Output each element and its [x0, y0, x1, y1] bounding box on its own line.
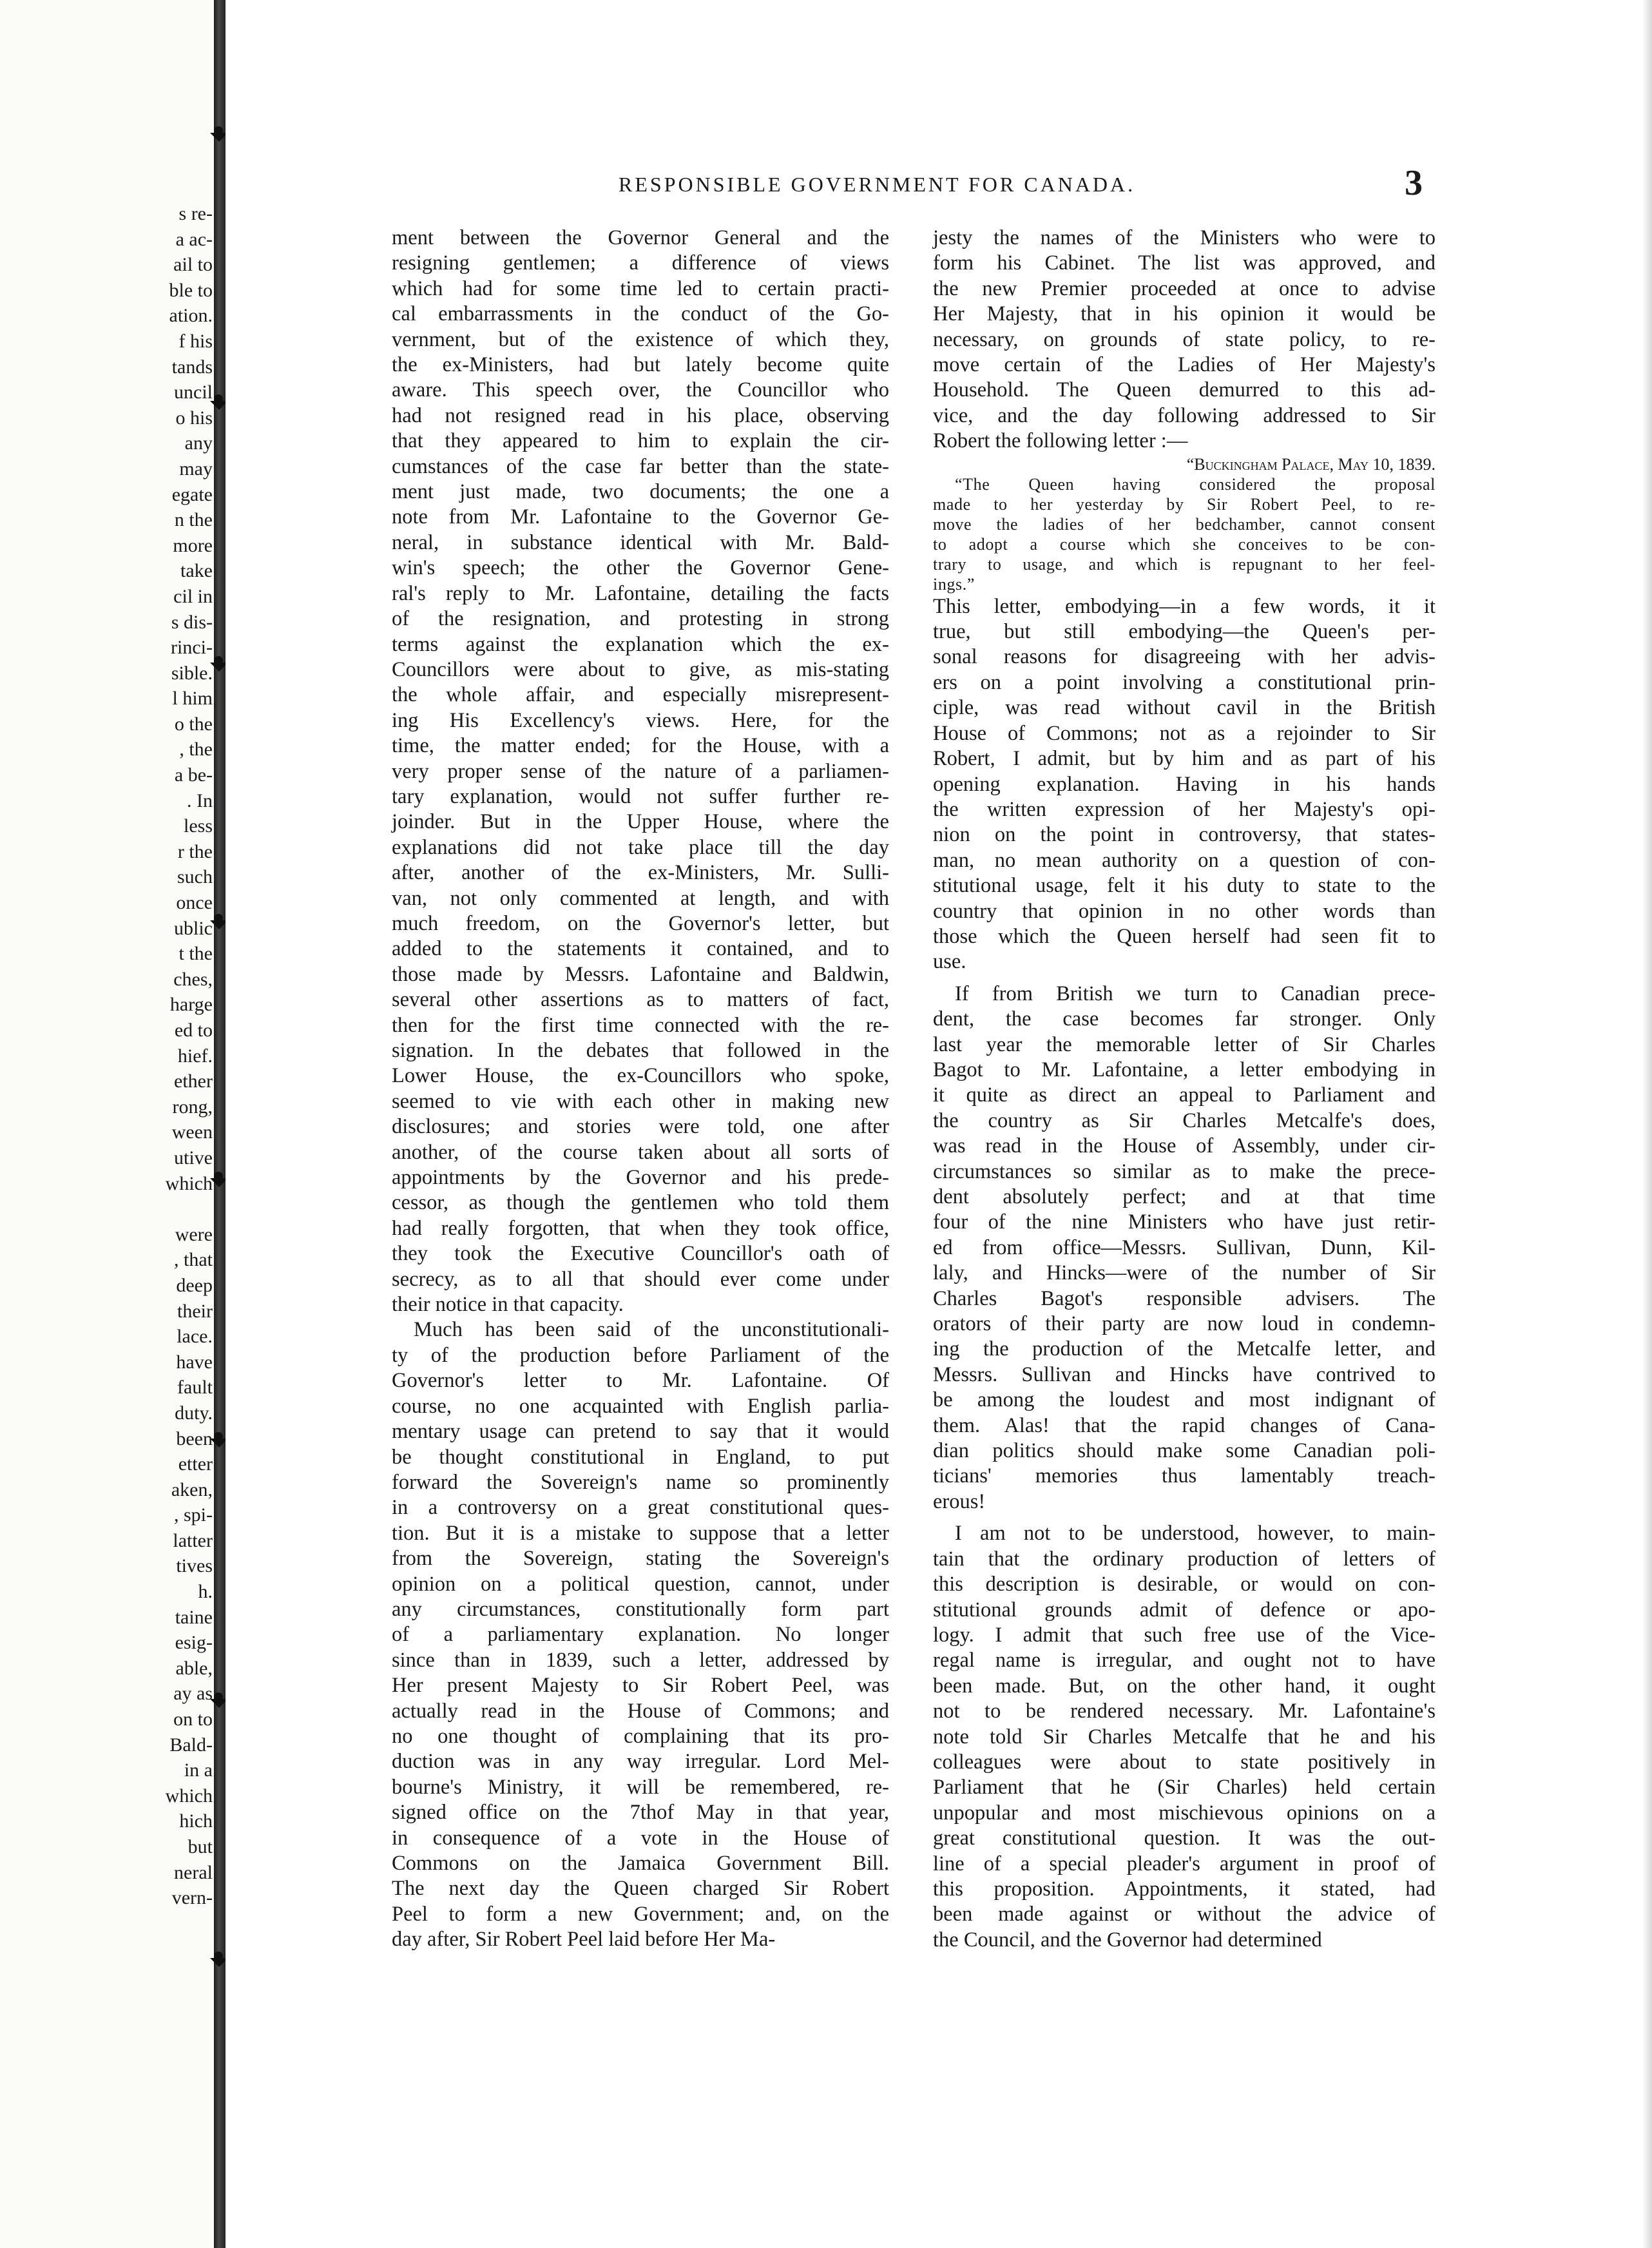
text-line: trary to usage, and which is repugnant to her feel-	[933, 554, 1436, 574]
fragment-line: r the	[177, 840, 213, 862]
quoted-letter	[933, 454, 1436, 594]
text-line: of a parliamentary explanation. No longer	[392, 1623, 889, 1647]
text-line: sonal reasons for disagreeing with her advis-	[933, 645, 1436, 669]
fragment-line: n the	[174, 509, 213, 531]
text-line: which had for some time led to certain practi-	[392, 276, 889, 300]
fragment-line: but	[187, 1836, 213, 1857]
text-line: circumstances so similar as to make the prece-	[933, 1159, 1436, 1183]
text-line: cal embarrassments in the conduct of the Go-	[392, 302, 889, 326]
text-line: duction was in any way irregular. Lord Mel-	[392, 1750, 889, 1774]
text-line: cumstances of the case far better than the state-	[392, 454, 889, 478]
fragment-line: hief.	[177, 1045, 213, 1067]
fragment-line: less	[184, 815, 213, 837]
fragment-line: more	[173, 534, 213, 556]
text-line: Robert the following letter :—	[933, 429, 1188, 453]
text-line: ral's reply to Mr. Lafontaine, detailing the facts	[392, 581, 889, 605]
fragment-line: etter	[178, 1453, 213, 1475]
text-line: win's speech; the other the Governor Gene-	[392, 556, 889, 580]
previous-page-text-fragments	[166, 201, 213, 1911]
text-line: Charles Bagot's responsible advisers. The	[933, 1286, 1436, 1310]
text-line: vice, and the day following addressed to Sir	[933, 403, 1436, 427]
text-line: in a controversy on a great constitutional ques-	[392, 1496, 889, 1520]
text-line: any circumstances, constitutionally form part	[392, 1597, 889, 1621]
text-line: Parliament that he (Sir Charles) held certain	[933, 1776, 1436, 1799]
text-line: been made. But, on the other hand, it ought	[933, 1674, 1436, 1698]
text-line: was read in the House of Assembly, under cir-	[933, 1134, 1436, 1158]
text-line: tain that the ordinary production of letters of	[933, 1547, 1436, 1571]
text-line: signation. In the debates that followed in the	[392, 1039, 889, 1062]
fragment-line: able,	[175, 1657, 213, 1679]
text-line: orators of their party are now loud in condemn-	[933, 1312, 1436, 1336]
fragment-line: tands	[171, 356, 213, 378]
text-line: great constitutional question. It was the out-	[933, 1826, 1436, 1850]
text-line: not to be rendered necessary. Mr. Lafontaine's	[933, 1700, 1436, 1723]
text-line: tion. But it is a mistake to suppose that a letter	[392, 1521, 889, 1545]
text-line: Peel to form a new Government; and, on the	[392, 1902, 889, 1926]
text-line: House of Commons; not as a rejoinder to Sir	[933, 721, 1436, 745]
paragraph	[933, 594, 1436, 975]
text-line: their notice in that capacity.	[392, 1293, 624, 1317]
fragment-line: vern-	[171, 1887, 213, 1909]
text-line: those which the Queen herself had seen fit to	[933, 924, 1436, 948]
text-line: line of a special pleader's argument in proof of	[933, 1852, 1436, 1875]
fragment-line: ween	[171, 1121, 213, 1143]
fragment-line: s dis-	[171, 611, 213, 633]
text-line: opinion on a political question, cannot, under	[392, 1572, 889, 1596]
fragment-line: o his	[175, 407, 213, 429]
text-line: Bagot to Mr. Lafontaine, a letter embodying in	[933, 1058, 1436, 1081]
fragment-line: taine	[175, 1606, 213, 1628]
fragment-line: sible.	[171, 662, 213, 684]
text-line: regal name is irregular, and ought not to have	[933, 1649, 1436, 1672]
text-line: stitutional usage, felt it his duty to state to the	[933, 874, 1436, 898]
text-line: dent, the case becomes far stronger. Only	[933, 1007, 1436, 1031]
fragment-line: l him	[172, 688, 213, 710]
text-line: note told Sir Charles Metcalfe that he and his	[933, 1725, 1436, 1749]
text-line: mentary usage can pretend to say that it would	[392, 1420, 889, 1444]
fragment-line: latter	[173, 1529, 213, 1551]
text-line: cessor, as though the gentlemen who told them	[392, 1191, 889, 1215]
fragment-line: neral	[174, 1861, 213, 1883]
fragment-line: ay as	[173, 1683, 213, 1705]
previous-page-strip	[0, 0, 222, 2248]
text-line: the whole affair, and especially misrepresent-	[392, 683, 889, 707]
text-line: the Council, and the Governor had determined	[933, 1928, 1322, 1952]
text-line: explanations did not take place till the day	[392, 835, 889, 859]
fragment-line: . In	[187, 790, 213, 811]
fragment-line: on to	[173, 1709, 213, 1730]
text-line: ment just made, two documents; the one a	[392, 480, 889, 504]
text-line: they took the Executive Councillor's oath of	[392, 1242, 889, 1266]
paragraph	[933, 982, 1436, 1515]
text-line: country that opinion in no other words than	[933, 899, 1436, 923]
text-line: nion on the point in controversy, that states-	[933, 823, 1436, 847]
text-line: terms against the explanation which the ex-	[392, 632, 889, 656]
fragment-line: tives	[176, 1555, 213, 1577]
text-line: from the Sovereign, stating the Sovereign's	[392, 1547, 889, 1571]
fragment-line: have	[176, 1351, 213, 1373]
text-line: the country as Sir Charles Metcalfe's does,	[933, 1109, 1436, 1132]
text-line: since than in 1839, such a letter, addressed by	[392, 1648, 889, 1672]
running-title: RESPONSIBLE GOVERNMENT FOR CANADA.	[619, 173, 1136, 196]
page-edge-shadow	[1642, 0, 1652, 2248]
text-line: Messrs. Sullivan and Hincks have contrived to	[933, 1362, 1436, 1386]
text-line: “The Queen having considered the proposal	[955, 474, 1436, 494]
fragment-line: ublic	[174, 917, 213, 939]
fragment-line: which	[165, 1172, 213, 1194]
fragment-line: such	[177, 866, 213, 888]
fragment-line: uncil	[174, 382, 213, 403]
text-line: ing His Excellency's views. Here, for the	[392, 708, 889, 732]
paragraph	[933, 226, 1436, 454]
text-column-right	[933, 226, 1436, 1953]
fragment-line: their	[177, 1300, 213, 1322]
text-line: Lower House, the ex-Councillors who spoke,	[392, 1064, 889, 1088]
text-line: course, no one acquainted with English parlia-	[392, 1394, 889, 1418]
text-line: Governor's letter to Mr. Lafontaine. Of	[392, 1369, 889, 1393]
text-line: true, but still embodying—the Queen's per-	[933, 620, 1436, 644]
text-line: laly, and Hincks—were of the number of Sir	[933, 1261, 1436, 1285]
text-line: forward the Sovereign's name so prominently	[392, 1470, 889, 1494]
fragment-line: deep	[176, 1274, 213, 1296]
paragraph	[392, 226, 889, 1317]
text-line: this description is desirable, or would on con-	[933, 1573, 1436, 1596]
text-line: that they appeared to him to explain the cir-	[392, 429, 889, 453]
text-line: erous!	[933, 1489, 986, 1513]
text-line: be among the loudest and most indignant of	[933, 1388, 1436, 1412]
text-line: Her Majesty, that in his opinion it would be	[933, 302, 1436, 326]
text-line: logy. I admit that such free use of the Vice-	[933, 1623, 1436, 1647]
fragment-line: duty.	[175, 1402, 213, 1424]
fragment-line: s re-	[178, 203, 213, 224]
text-line: signed office on the 7thof May in that year,	[392, 1801, 889, 1825]
fragment-line: ation.	[169, 305, 213, 327]
text-line: added to the statements it contained, and to	[392, 937, 889, 961]
fragment-line: any	[184, 432, 213, 454]
fragment-line: may	[179, 458, 213, 480]
fragment-line: o the	[174, 713, 213, 735]
text-line: much freedom, on the Governor's letter, but	[392, 911, 889, 935]
text-line: had not resigned read in his place, observing	[392, 403, 889, 427]
fragment-line: ches,	[173, 968, 213, 990]
fragment-line: , spi-	[174, 1504, 213, 1526]
text-line: move certain of the Ladies of Her Majesty's	[933, 353, 1436, 377]
text-line: actually read in the House of Commons; and	[392, 1699, 889, 1723]
text-line: time, the matter ended; for the House, with a	[392, 734, 889, 758]
text-line: disclosures; and stories were told, one after	[392, 1115, 889, 1139]
text-line: Household. The Queen demurred to this ad-	[933, 378, 1436, 402]
fragment-line: ail to	[173, 254, 213, 276]
text-line: the written expression of her Majesty's opi-	[933, 797, 1436, 821]
paragraph	[392, 1317, 889, 1952]
text-line: neral, in substance identical with Mr. Bald-	[392, 530, 889, 554]
text-line: stitutional grounds admit of defence or apo-	[933, 1598, 1436, 1622]
text-column-left	[392, 226, 889, 1953]
fragment-line: rong,	[172, 1096, 213, 1118]
fragment-line: ed to	[174, 1020, 213, 1041]
text-line: ings.”	[933, 574, 975, 594]
text-line: jesty the names of the Ministers who were to	[933, 226, 1436, 249]
text-line: use.	[933, 950, 966, 974]
text-line: Much has been said of the unconstitutionali-	[414, 1318, 889, 1342]
text-line: form his Cabinet. The list was approved, and	[933, 251, 1436, 275]
fragment-line: were	[175, 1223, 213, 1245]
text-line: opening explanation. Having in his hands	[933, 772, 1436, 796]
letter-dateline: “Buckingham Palace, May 10, 1839.	[1186, 454, 1436, 474]
text-line: appointments by the Governor and his prede-	[392, 1166, 889, 1190]
fragment-line: take	[180, 560, 213, 582]
text-line: the new Premier proceeded at once to advise	[933, 276, 1436, 300]
text-line: secrecy, as to all that should ever come under	[392, 1267, 889, 1291]
text-line: several other assertions as to matters of fact,	[392, 988, 889, 1012]
page-number: 3	[1405, 163, 1423, 203]
fragment-line: fault	[177, 1377, 213, 1399]
fragment-line: been	[176, 1428, 213, 1449]
text-line: it quite as direct an appeal to Parliament and	[933, 1083, 1436, 1107]
fragment-line: esig-	[175, 1632, 213, 1654]
fragment-line: aken,	[171, 1478, 213, 1500]
text-line: day after, Sir Robert Peel laid before Her Ma-	[392, 1928, 776, 1952]
fragment-line: egate	[171, 483, 213, 505]
text-line: man, no mean authority on a question of con-	[933, 848, 1436, 872]
text-line: be thought constitutional in England, to put	[392, 1445, 889, 1469]
fragment-line: ether	[174, 1071, 213, 1092]
text-line: dian politics should make some Canadian poli-	[933, 1439, 1436, 1463]
text-line: last year the memorable letter of Sir Charles	[933, 1032, 1436, 1056]
text-line: after, another of the ex-Ministers, Mr. Sulli-	[392, 861, 889, 885]
text-line: in consequence of a vote in the House of	[392, 1826, 889, 1850]
text-line: aware. This speech over, the Councillor who	[392, 378, 889, 402]
fragment-line: which	[165, 1785, 213, 1807]
text-line: dent absolutely perfect; and at that time	[933, 1185, 1436, 1208]
text-line: made to her yesterday by Sir Robert Peel, to re-	[933, 494, 1436, 514]
text-line: this proposition. Appointments, it stated, had	[933, 1877, 1436, 1901]
text-line: no one thought of complaining that its pro-	[392, 1724, 889, 1748]
paragraph	[933, 1521, 1436, 1953]
text-line: ment between the Governor General and the	[392, 226, 889, 249]
fragment-line: once	[176, 892, 213, 914]
fragment-line: t the	[178, 943, 213, 965]
fragment-line: harge	[169, 994, 213, 1016]
text-line: ers on a point involving a constitutional prin-	[933, 670, 1436, 694]
fragment-line: rinci-	[171, 637, 213, 659]
text-line: of the resignation, and protesting in strong	[392, 607, 889, 631]
binding-gutter	[214, 0, 226, 2248]
text-line: Councillors were about to give, as mis-stating	[392, 657, 889, 681]
text-line: I am not to be understood, however, to main-	[955, 1522, 1436, 1546]
text-line: then for the first time connected with the re-	[392, 1013, 889, 1037]
fragment-line: ble to	[169, 279, 213, 301]
text-line: the ex-Ministers, had but lately become quite	[392, 353, 889, 377]
text-line: resigning gentlemen; a difference of views	[392, 251, 889, 275]
text-line: another, of the course taken about all sorts of	[392, 1140, 889, 1164]
fragment-line: a be-	[174, 764, 213, 786]
text-line: Her present Majesty to Sir Robert Peel, was	[392, 1674, 889, 1698]
text-line: Robert, I admit, but by him and as part of his	[933, 747, 1436, 771]
text-line: This letter, embodying—in a few words, it it	[933, 594, 1436, 618]
text-line: joinder. But in the Upper House, where the	[392, 810, 889, 834]
fragment-line: , the	[179, 739, 213, 761]
text-line: had really forgotten, that when they took office,	[392, 1216, 889, 1240]
text-line: been made against or without the advice of	[933, 1903, 1436, 1926]
fragment-line: lace.	[177, 1326, 213, 1348]
text-line: necessary, on grounds of state policy, to re-	[933, 327, 1436, 351]
fragment-line: in a	[184, 1759, 213, 1781]
fragment-line: f his	[178, 330, 213, 352]
fragment-line: utive	[174, 1147, 213, 1168]
text-line: tary explanation, would not suffer further re-	[392, 784, 889, 808]
text-line: four of the nine Ministers who have just retir-	[933, 1210, 1436, 1234]
fragment-line	[166, 1196, 213, 1222]
text-line: Commons on the Jamaica Government Bill.	[392, 1852, 889, 1875]
fragment-line: cil in	[173, 585, 213, 607]
fragment-line: Bald-	[169, 1734, 213, 1756]
text-line: seemed to vie with each other in making new	[392, 1089, 889, 1113]
fragment-line: h.	[198, 1581, 213, 1603]
fragment-line: , that	[174, 1249, 213, 1271]
text-line: very proper sense of the nature of a parliamen-	[392, 759, 889, 783]
text-line: colleagues were about to state positively in	[933, 1750, 1436, 1774]
text-line: If from British we turn to Canadian prece-	[955, 982, 1436, 1005]
fragment-line: a ac-	[175, 228, 213, 250]
text-line: vernment, but of the existence of which they,	[392, 327, 889, 351]
text-line: those made by Messrs. Lafontaine and Baldwin,	[392, 962, 889, 986]
text-line: ing the production of the Metcalfe letter, and	[933, 1337, 1436, 1361]
text-line: ticians' memories thus lamentably treach-	[933, 1464, 1436, 1488]
text-line: unpopular and most mischievous opinions on a	[933, 1801, 1436, 1825]
text-line: The next day the Queen charged Sir Robert	[392, 1877, 889, 1901]
text-line: move the ladies of her bedchamber, cannot consent	[933, 514, 1436, 534]
text-line: note from Mr. Lafontaine to the Governor Ge-	[392, 505, 889, 529]
text-line: them. Alas! that the rapid changes of Cana-	[933, 1413, 1436, 1437]
text-line: bourne's Ministry, it will be remembered, re-	[392, 1775, 889, 1799]
text-line: to adopt a course which she conceives to be con-	[933, 534, 1436, 554]
text-line: ciple, was read without cavil in the British	[933, 696, 1436, 720]
fragment-line: hich	[179, 1810, 213, 1832]
text-line: ty of the production before Parliament of the	[392, 1343, 889, 1367]
letter-body	[933, 474, 1436, 594]
text-line: ed from office—Messrs. Sullivan, Dunn, Kil-	[933, 1235, 1436, 1259]
text-line: van, not only commented at length, and with	[392, 886, 889, 910]
